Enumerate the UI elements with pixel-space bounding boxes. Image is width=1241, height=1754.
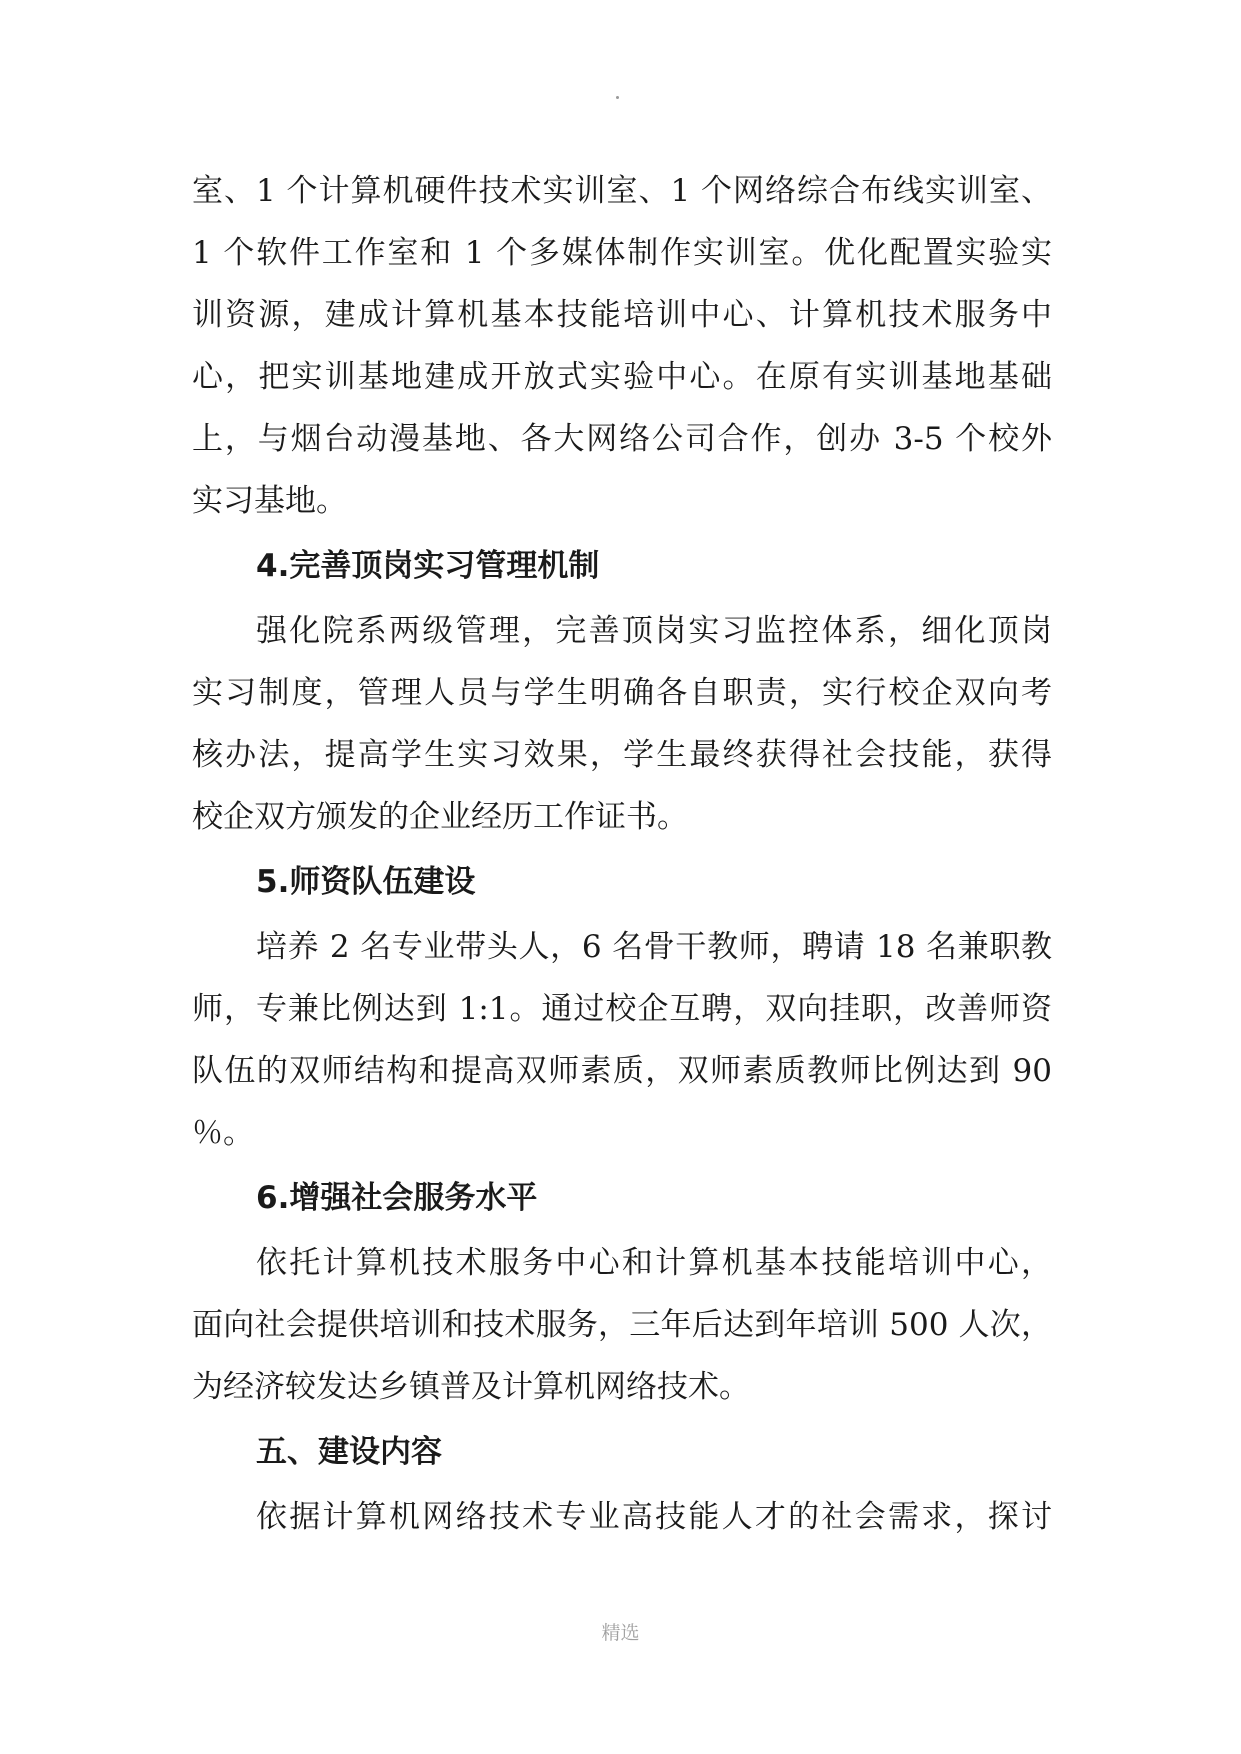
footer-label: 精选: [601, 1622, 640, 1644]
text-line: 室、1 个计算机硬件技术实训室、1 个网络综合布线实训室、: [192, 173, 1052, 209]
text-line: 实习制度，管理人员与学生明确各自职责，实行校企双向考: [192, 675, 1052, 711]
text-line: 队伍的双师结构和提高双师素质，双师素质教师比例达到 90: [192, 1053, 1052, 1089]
text-line: 培养 2 名专业带头人，6 名骨干教师，聘请 18 名兼职教: [256, 929, 1052, 965]
text-line: 师，专兼比例达到 1:1。通过校企互聘，双向挂职，改善师资: [192, 991, 1052, 1027]
text-line: 核办法，提高学生实习效果，学生最终获得社会技能，获得: [192, 737, 1052, 773]
paragraph-construction-content: [192, 1486, 1052, 1548]
text-line: 训资源，建成计算机基本技能培训中心、计算机技术服务中: [192, 297, 1052, 333]
text-line: 依据计算机网络技术专业高技能人才的社会需求，探讨: [256, 1499, 1052, 1535]
text-line: 1 个软件工作室和 1 个多媒体制作实训室。优化配置实验实: [192, 235, 1052, 271]
text-line: 校企双方颁发的企业经历工作证书。: [192, 799, 688, 835]
heading-construction-content: 五、建设内容: [256, 1434, 442, 1470]
text-line: 心，把实训基地建成开放式实验中心。在原有实训基地基础: [192, 359, 1052, 395]
text-line: 实习基地。: [192, 483, 347, 519]
heading-faculty-building: 5.师资队伍建设: [256, 864, 476, 900]
text-line: 依托计算机技术服务中心和计算机基本技能培训中心，: [256, 1245, 1052, 1281]
text-line: 面向社会提供培训和技术服务，三年后达到年培训 500 人次，: [192, 1307, 1052, 1343]
text-line: 上，与烟台动漫基地、各大网络公司合作，创办 3-5 个校外: [192, 421, 1052, 457]
document-body: [192, 160, 1052, 1548]
paragraph-social-service: [192, 1232, 1052, 1418]
page-top-dot: [616, 96, 619, 99]
heading-social-service: 6.增强社会服务水平: [256, 1180, 538, 1216]
paragraph-faculty-building: [192, 916, 1052, 1164]
paragraph-training-bases: [192, 160, 1052, 532]
text-line: ％。: [192, 1115, 254, 1151]
text-line: 强化院系两级管理，完善顶岗实习监控体系，细化顶岗: [256, 613, 1052, 649]
heading-internship-management: 4.完善顶岗实习管理机制: [256, 548, 600, 584]
paragraph-internship-management: [192, 600, 1052, 848]
text-line: 为经济较发达乡镇普及计算机网络技术。: [192, 1369, 750, 1405]
